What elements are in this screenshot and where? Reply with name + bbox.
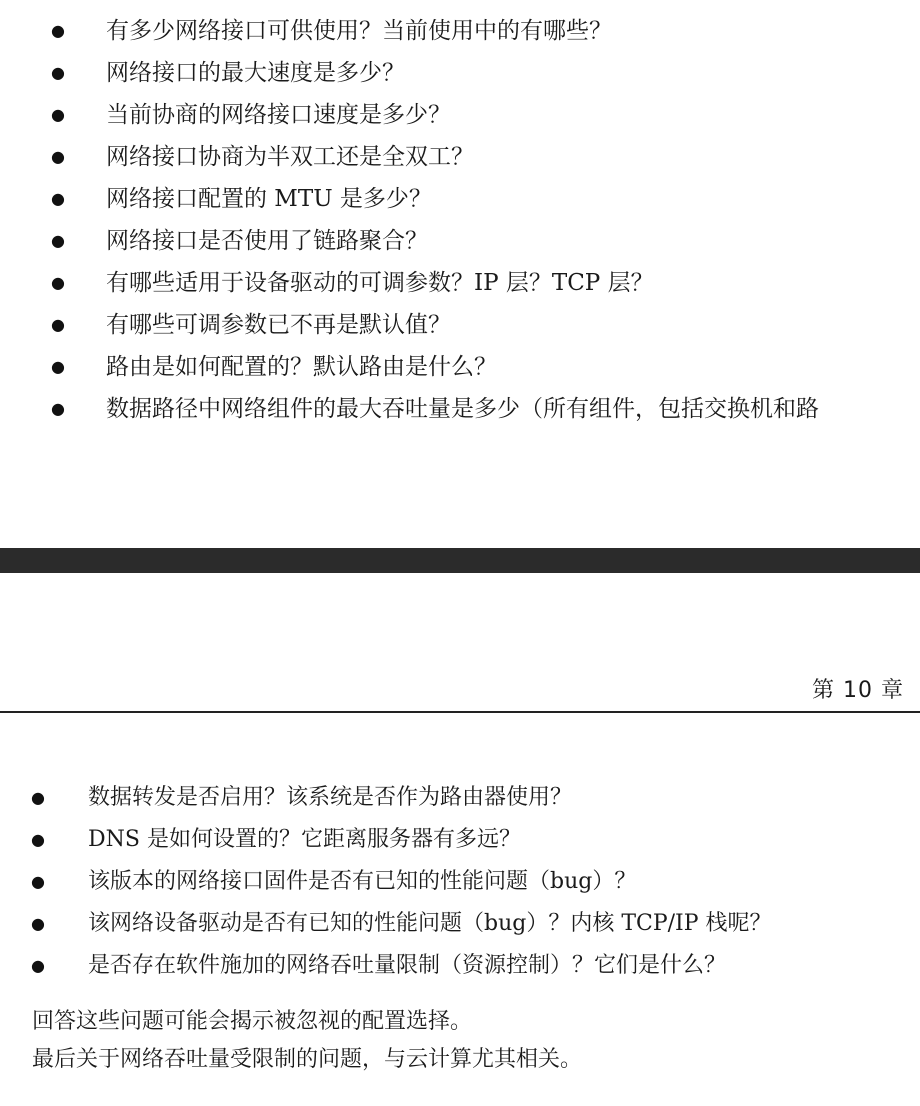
list-item xyxy=(0,945,920,987)
list-item xyxy=(0,388,920,430)
bullet-icon: ● xyxy=(51,189,65,208)
list-item-text: 路由是如何配置的？默认路由是什么？ xyxy=(106,354,497,380)
bullet-icon: ● xyxy=(31,956,45,975)
bullet-icon: ● xyxy=(51,105,65,124)
bullet-icon: ● xyxy=(31,788,45,807)
list-item xyxy=(0,94,920,136)
bullet-icon: ● xyxy=(51,315,65,334)
bullet-icon: ● xyxy=(31,914,45,933)
previous-page xyxy=(0,0,920,548)
bullet-icon: ● xyxy=(51,63,65,82)
list-item xyxy=(0,178,920,220)
checklist-bottom xyxy=(0,777,920,987)
list-item-text: 网络接口的最大速度是多少？ xyxy=(106,60,405,86)
list-item xyxy=(0,819,920,861)
body-paragraph: 最后关于网络吞吐量受限制的问题，与云计算尤其相关。 xyxy=(32,1047,583,1072)
bullet-icon: ● xyxy=(51,147,65,166)
list-item-text: 该网络设备驱动是否有已知的性能问题（bug）？内核 TCP/IP 栈呢？ xyxy=(88,911,772,936)
list-item-text: 数据路径中网络组件的最大吞吐量是多少（所有组件，包括交换机和路 xyxy=(106,396,819,422)
list-item-text: 数据转发是否启用？该系统是否作为路由器使用？ xyxy=(88,785,573,810)
list-item xyxy=(0,10,920,52)
list-item-text: 该版本的网络接口固件是否有已知的性能问题（bug）？ xyxy=(88,869,637,894)
body-paragraph: 回答这些问题可能会揭示被忽视的配置选择。 xyxy=(32,1009,473,1034)
list-item-text: 网络接口配置的 MTU 是多少？ xyxy=(106,186,432,212)
bullet-icon: ● xyxy=(31,830,45,849)
bullet-icon: ● xyxy=(51,357,65,376)
list-item xyxy=(0,777,920,819)
list-item-text: 有哪些可调参数已不再是默认值？ xyxy=(106,312,451,338)
list-item-text: 网络接口协商为半双工还是全双工？ xyxy=(106,144,474,170)
list-item xyxy=(0,262,920,304)
list-item-text: 是否存在软件施加的网络吞吐量限制（资源控制）？它们是什么？ xyxy=(88,953,727,978)
bullet-icon: ● xyxy=(51,273,65,292)
bullet-icon: ● xyxy=(51,231,65,250)
page-divider xyxy=(0,548,920,573)
list-item-text: 有哪些适用于设备驱动的可调参数？IP 层？TCP 层？ xyxy=(106,270,654,296)
chapter-header: 第 10 章 xyxy=(812,678,904,703)
list-item xyxy=(0,346,920,388)
bullet-icon: ● xyxy=(31,872,45,891)
current-page xyxy=(0,573,920,1106)
list-item xyxy=(0,304,920,346)
list-item xyxy=(0,861,920,903)
list-item xyxy=(0,220,920,262)
bullet-icon: ● xyxy=(51,399,65,418)
header-rule xyxy=(0,711,920,713)
list-item-text: 有多少网络接口可供使用？当前使用中的有哪些？ xyxy=(106,18,612,44)
list-item xyxy=(0,136,920,178)
list-item-text: DNS 是如何设置的？它距离服务器有多远？ xyxy=(88,827,521,852)
checklist-top xyxy=(0,10,920,430)
list-item-text: 当前协商的网络接口速度是多少？ xyxy=(106,102,451,128)
bullet-icon: ● xyxy=(51,21,65,40)
list-item xyxy=(0,903,920,945)
list-item-text: 网络接口是否使用了链路聚合？ xyxy=(106,228,428,254)
list-item xyxy=(0,52,920,94)
